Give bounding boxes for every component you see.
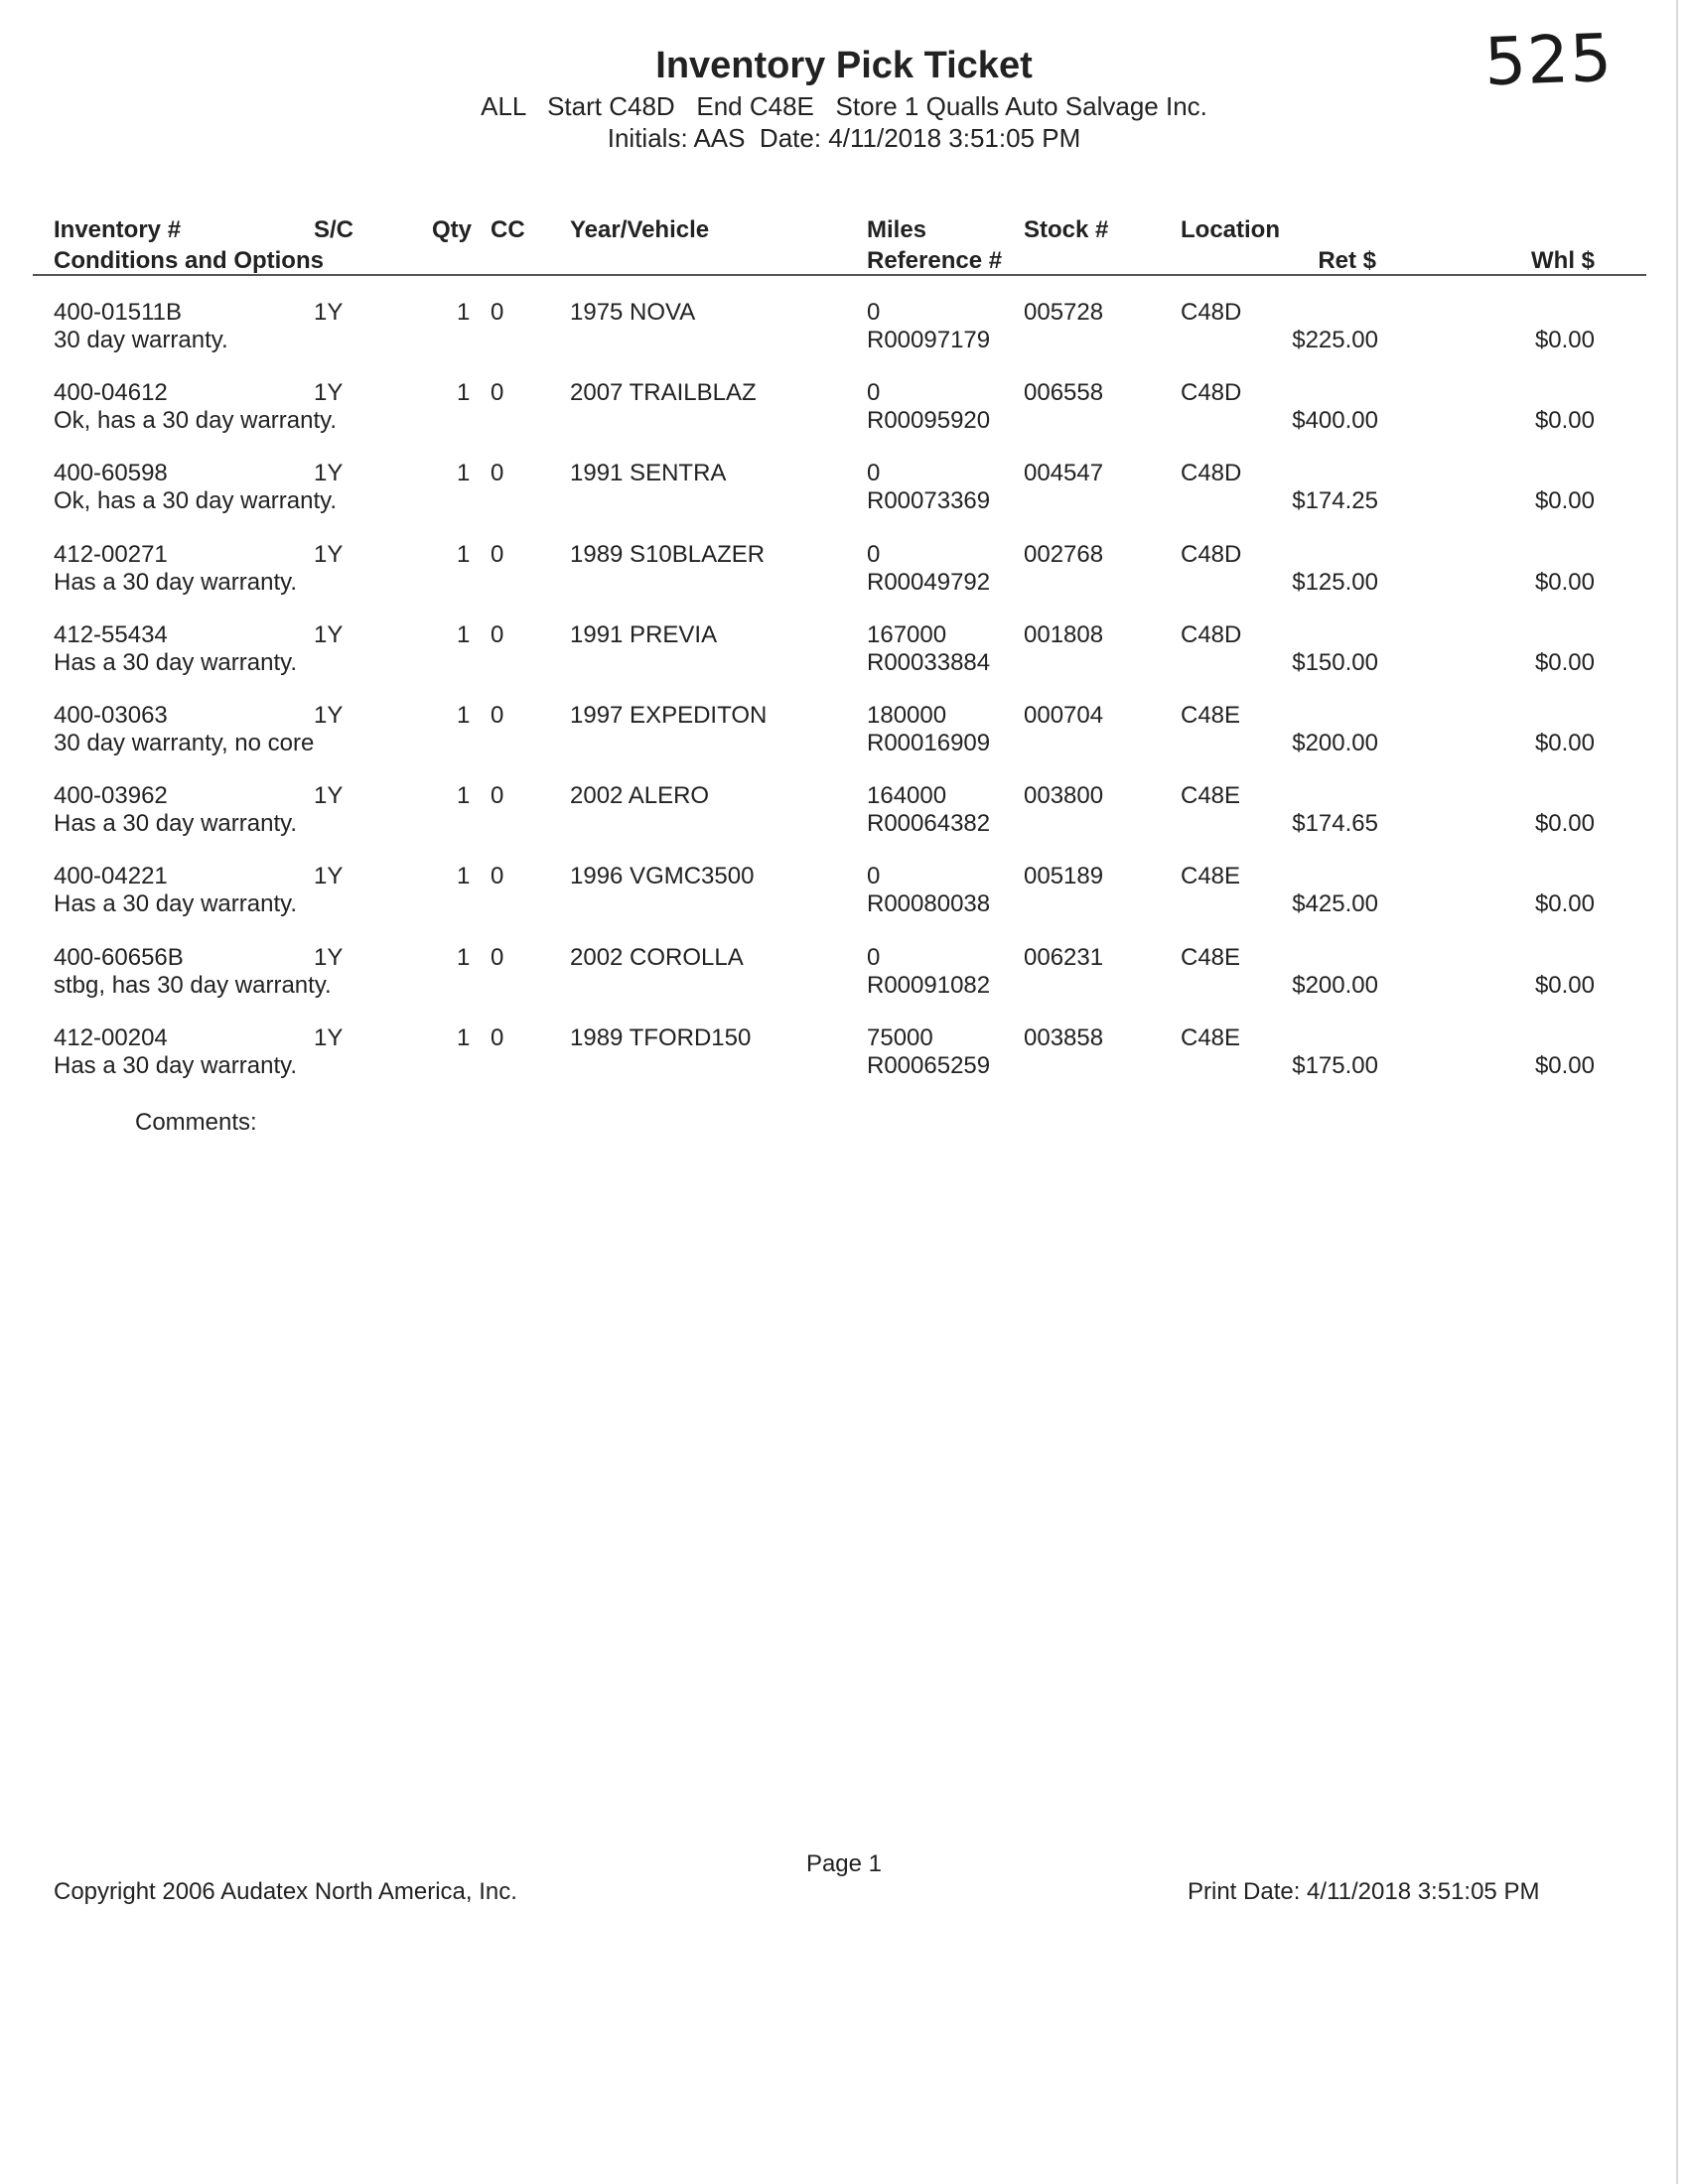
cell-vehicle: 1989 S10BLAZER [570,540,766,568]
cell-sc: 1Y [314,299,344,326]
cell-stock: 004547 [1024,460,1104,487]
cell-reference: R00016909 [867,730,991,756]
cell-whl: $0.00 [1534,487,1595,515]
cell-conditions: Ok, has a 30 day warranty. [54,487,338,515]
table-row [0,621,1688,699]
cell-stock: 003800 [1024,782,1104,810]
cell-ret: $425.00 [1292,890,1378,918]
cell-location: C48D [1181,540,1242,568]
cell-inventory: 412-00204 [54,1024,168,1051]
table-row [0,460,1688,537]
cell-reference: R00091082 [867,971,991,999]
cell-miles: 0 [867,943,881,971]
cell-conditions: Has a 30 day warranty. [54,568,298,596]
cell-inventory: 400-03962 [54,782,168,810]
cell-whl: $0.00 [1534,568,1595,596]
cell-ret: $174.25 [1292,487,1378,515]
col-header-inventory: Inventory # [54,216,182,243]
table-row [0,782,1688,860]
cell-conditions: Has a 30 day warranty. [54,648,298,676]
table-row [0,299,1688,376]
cell-reference: R00097179 [867,327,991,353]
cell-stock: 003858 [1024,1024,1104,1051]
cell-cc: 0 [491,863,504,890]
cell-miles: 0 [867,863,881,890]
cell-stock: 006558 [1024,379,1104,407]
cell-cc: 0 [491,540,504,568]
cell-cc: 0 [491,1024,504,1051]
cell-vehicle: 1997 EXPEDITON [570,702,768,729]
cell-vehicle: 1996 VGMC3500 [570,863,755,890]
cell-stock: 000704 [1024,702,1104,729]
cell-ret: $200.00 [1292,730,1378,756]
cell-ret: $150.00 [1292,648,1378,676]
cell-whl: $0.00 [1534,1051,1595,1079]
cell-cc: 0 [491,379,504,407]
page-title: Inventory Pick Ticket [655,45,1033,86]
cell-conditions: Has a 30 day warranty. [54,810,298,838]
cell-stock: 002768 [1024,540,1104,568]
cell-stock: 001808 [1024,620,1104,648]
cell-conditions: stbg, has 30 day warranty. [54,971,332,999]
cell-conditions: 30 day warranty, no core [54,730,315,756]
copyright-notice: Copyright 2006 Audatex North America, Inc. [54,1878,517,1905]
cell-miles: 0 [867,379,881,407]
cell-location: C48E [1181,863,1241,890]
cell-conditions: Has a 30 day warranty. [54,1051,298,1079]
cell-reference: R00033884 [867,648,991,676]
col-header-stock: Stock # [1024,216,1109,243]
cell-location: C48E [1181,943,1241,971]
cell-inventory: 400-01511B [54,299,182,326]
cell-cc: 0 [491,702,504,729]
cell-stock: 005189 [1024,863,1104,890]
cell-sc: 1Y [314,379,344,407]
cell-reference: R00080038 [867,890,991,918]
col-header-miles: Miles [867,216,927,243]
cell-vehicle: 1975 NOVA [570,299,696,326]
handwritten-page-number: 525 [1482,19,1615,101]
cell-stock: 006231 [1024,943,1104,971]
cell-vehicle: 1991 PREVIA [570,620,718,648]
cell-vehicle: 1991 SENTRA [570,460,727,487]
page-number: Page 1 [805,1850,883,1877]
cell-ret: $200.00 [1292,971,1378,999]
cell-conditions: Ok, has a 30 day warranty. [54,407,338,435]
cell-ret: $125.00 [1292,568,1378,596]
cell-reference: R00064382 [867,810,991,838]
col-header-ret: Ret $ [1318,247,1376,274]
cell-location: C48E [1181,1024,1241,1051]
cell-qty: 1 [457,299,471,326]
cell-sc: 1Y [314,620,344,648]
cell-location: C48E [1181,702,1241,729]
cell-reference: R00049792 [867,568,991,596]
cell-miles: 180000 [867,702,947,729]
cell-reference: R00095920 [867,407,991,435]
cell-ret: $400.00 [1292,407,1378,435]
cell-whl: $0.00 [1534,648,1595,676]
cell-sc: 1Y [314,540,344,568]
cell-ret: $175.00 [1292,1051,1378,1079]
table-row [0,541,1688,618]
table-row [0,379,1688,457]
cell-sc: 1Y [314,863,344,890]
cell-cc: 0 [491,782,504,810]
cell-stock: 005728 [1024,299,1104,326]
cell-ret: $174.65 [1292,810,1378,838]
cell-qty: 1 [457,863,471,890]
cell-qty: 1 [457,460,471,487]
cell-location: C48D [1181,620,1242,648]
cell-qty: 1 [457,782,471,810]
cell-whl: $0.00 [1534,327,1595,353]
cell-location: C48D [1181,460,1242,487]
cell-conditions: Has a 30 day warranty. [54,890,298,918]
col-header-whl: Whl $ [1531,247,1595,274]
cell-inventory: 400-60598 [54,460,168,487]
table-row [0,863,1688,940]
cell-cc: 0 [491,620,504,648]
cell-qty: 1 [457,620,471,648]
cell-miles: 0 [867,540,881,568]
cell-conditions: 30 day warranty. [54,327,228,353]
cell-whl: $0.00 [1534,407,1595,435]
cell-qty: 1 [457,379,471,407]
col-header-location: Location [1181,216,1280,243]
cell-miles: 0 [867,460,881,487]
cell-cc: 0 [491,460,504,487]
cell-miles: 167000 [867,620,947,648]
comments-label: Comments: [135,1109,257,1136]
cell-miles: 75000 [867,1024,933,1051]
cell-reference: R00073369 [867,487,991,515]
cell-reference: R00065259 [867,1051,991,1079]
cell-inventory: 400-03063 [54,702,168,729]
cell-whl: $0.00 [1534,730,1595,756]
cell-vehicle: 2002 COROLLA [570,943,744,971]
table-row [0,1024,1688,1102]
col-header-sc: S/C [314,216,354,243]
cell-inventory: 412-55434 [54,620,168,648]
cell-vehicle: 2002 ALERO [570,782,710,810]
col-header-reference: Reference # [867,247,1003,274]
cell-location: C48E [1181,782,1241,810]
cell-qty: 1 [457,702,471,729]
cell-inventory: 400-60656B [54,943,184,971]
table-row [0,944,1688,1022]
cell-qty: 1 [457,943,471,971]
cell-vehicle: 1989 TFORD150 [570,1024,752,1051]
cell-qty: 1 [457,1024,471,1051]
cell-inventory: 412-00271 [54,540,168,568]
cell-cc: 0 [491,943,504,971]
col-header-year-vehicle: Year/Vehicle [570,216,710,243]
cell-sc: 1Y [314,782,344,810]
cell-miles: 164000 [867,782,947,810]
cell-vehicle: 2007 TRAILBLAZ [570,379,757,407]
header-divider [33,274,1646,276]
cell-sc: 1Y [314,460,344,487]
cell-inventory: 400-04221 [54,863,168,890]
cell-sc: 1Y [314,943,344,971]
cell-whl: $0.00 [1534,890,1595,918]
cell-sc: 1Y [314,1024,344,1051]
cell-cc: 0 [491,299,504,326]
cell-miles: 0 [867,299,881,326]
col-header-qty: Qty [432,216,473,243]
cell-whl: $0.00 [1534,971,1595,999]
cell-whl: $0.00 [1534,810,1595,838]
report-initials-date: Initials: AAS Date: 4/11/2018 3:51:05 PM [607,123,1081,153]
print-date: Print Date: 4/11/2018 3:51:05 PM [1188,1878,1540,1905]
cell-inventory: 400-04612 [54,379,168,407]
col-header-cc: CC [491,216,525,243]
cell-sc: 1Y [314,702,344,729]
cell-qty: 1 [457,540,471,568]
report-parameters: ALL Start C48D End C48E Store 1 Qualls Auto Salvage Inc. [481,91,1207,121]
col-header-conditions: Conditions and Options [54,247,324,274]
cell-location: C48D [1181,379,1242,407]
cell-ret: $225.00 [1292,327,1378,353]
cell-location: C48D [1181,299,1242,326]
table-row [0,702,1688,779]
